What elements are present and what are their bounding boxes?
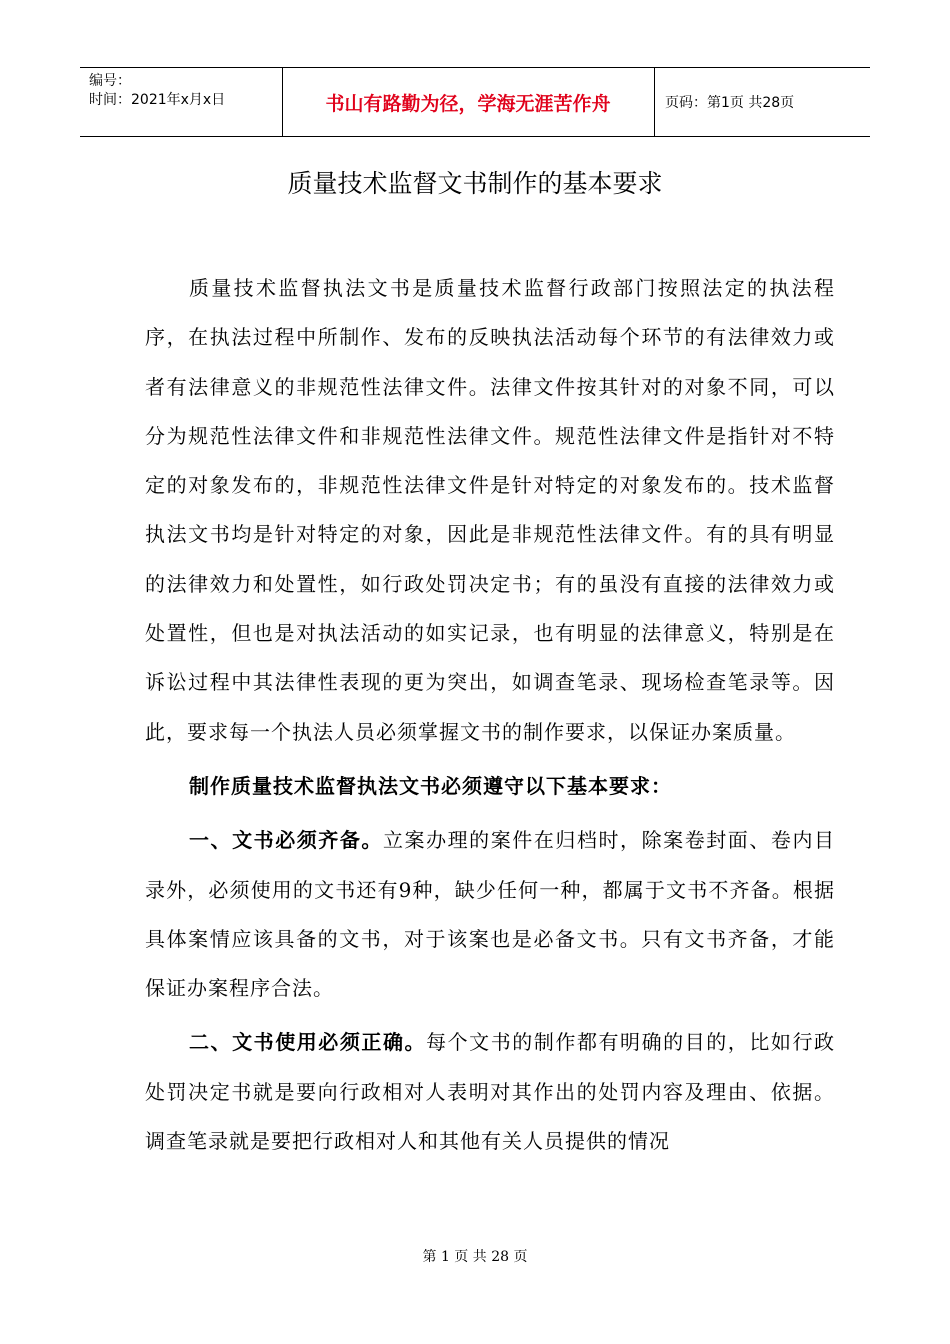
section-text: 每个文书的制作都有明确的目的，比如行政处罚决定书就是要向行政相对人表明对其作出的处罚内容及理由、依据。调查笔录就是要把行政相对人和其他有关人员提供的情况 (145, 1030, 836, 1154)
document-date-label: 时间：2021年x月x日 (89, 92, 226, 108)
document-title: 质量技术监督文书制作的基本要求 (287, 169, 663, 198)
page-header (80, 67, 870, 137)
paragraph (145, 816, 835, 1013)
header-divider (654, 68, 655, 136)
document-body (145, 264, 835, 1166)
page-footer: 第 1 页 共 28 页 (422, 1249, 528, 1265)
section-heading: 一、文书必须齐备。 (189, 828, 383, 853)
section-text: 立案办理的案件在归档时，除案卷封面、卷内目录外，必须使用的文书还有9种，缺少任何一种，都属于文书不齐备。根据具体案情应该具备的文书，对于该案也是必备文书。只有文书齐备，才能保证办案程序合法。 (145, 828, 836, 1001)
header-meta (80, 68, 282, 136)
document-number-label: 编号： (89, 73, 131, 89)
paragraph: 质量技术监督执法文书是质量技术监督行政部门按照法定的执法程序，在执法过程中所制作、发布的反映执法活动每个环节的有法律效力或者有法律意义的非规范性法律文件。法律文件按其针对的对象不同，可以分为规范性法律文件和非规范性法律文件。规范性法律文件是指针对不特定的对象发布的，非规范性法律文件是针对特定的对象发布的。技术监督执法文书均是针对特定的对象，因此是非规范性法律文件。有的具有明显的法律效力和处置性，如行政处罚决定书；有的虽没有直接的法律效力或处置性，但也是对执法活动的如实记录，也有明显的法律意义，特别是在诉讼过程中其法律性表现的更为突出，如调查笔录、现场检查笔录等。因此，要求每一个执法人员必须掌握文书的制作要求，以保证办案质量。 (145, 276, 835, 744)
header-page-info: 页码：第1页 共28页 (665, 95, 795, 111)
paragraph (145, 1018, 835, 1166)
section-heading: 二、文书使用必须正确。 (189, 1030, 427, 1055)
header-motto: 书山有路勤为径，学海无涯苦作舟 (325, 92, 611, 115)
paragraph-intro: 制作质量技术监督执法文书必须遵守以下基本要求： (189, 773, 672, 798)
